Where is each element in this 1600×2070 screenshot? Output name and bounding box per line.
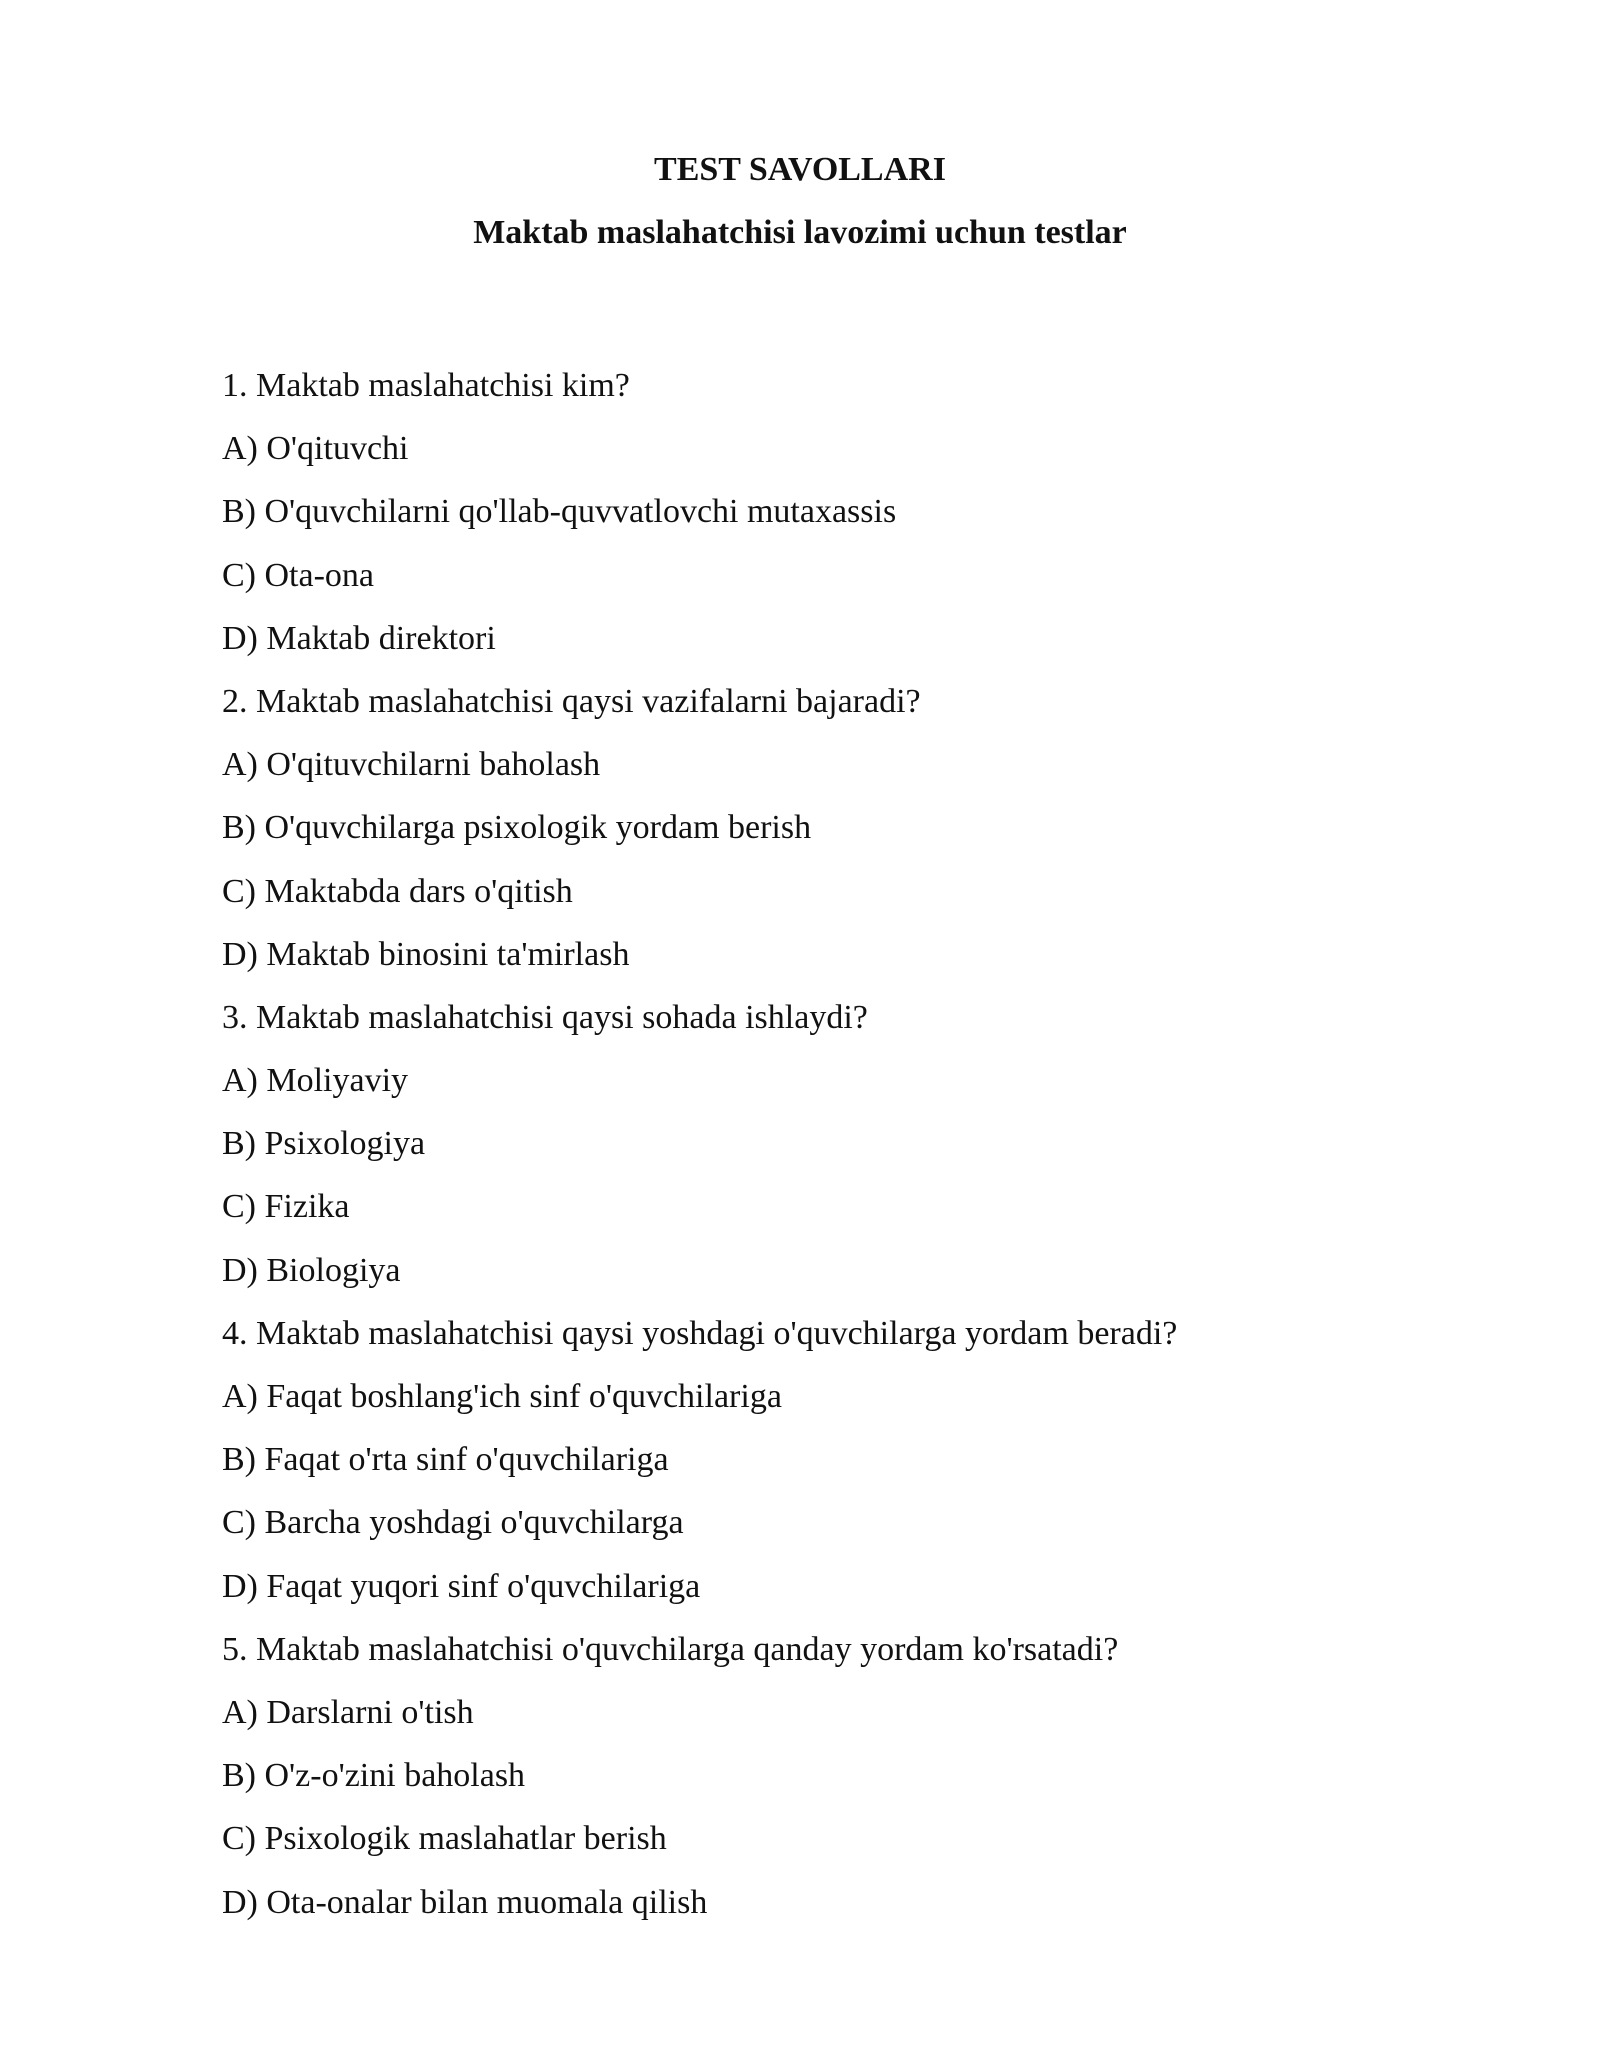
answer-option: B) O'quvchilarga psixologik yordam berish — [222, 809, 812, 847]
answer-option: D) Maktab binosini ta'mirlash — [222, 935, 630, 973]
answer-option: C) Ota-ona — [222, 556, 375, 594]
answer-option: B) O'quvchilarni qo'llab-quvvatlovchi mutaxassis — [222, 493, 897, 531]
question-text: 5. Maktab maslahatchisi o'quvchilarga qanday yordam ko'rsatadi? — [222, 1630, 1119, 1668]
answer-option: C) Barcha yoshdagi o'quvchilarga — [222, 1504, 684, 1542]
answer-option: B) O'z-o'zini baholash — [222, 1757, 526, 1795]
question-text: 1. Maktab maslahatchisi kim? — [222, 367, 630, 404]
answer-option: B) Faqat o'rta sinf o'quvchilariga — [222, 1441, 669, 1479]
question-list — [222, 366, 1522, 1946]
question-text: 3. Maktab maslahatchisi qaysi sohada ishlaydi? — [222, 998, 868, 1036]
answer-option: D) Ota-onalar bilan muomala qilish — [222, 1883, 708, 1921]
answer-option: C) Maktabda dars o'qitish — [222, 872, 573, 910]
answer-option: D) Faqat yuqori sinf o'quvchilariga — [222, 1567, 701, 1605]
answer-option: A) Faqat boshlang'ich sinf o'quvchilariga — [222, 1378, 782, 1415]
question-text: 4. Maktab maslahatchisi qaysi yoshdagi o'quvchilarga yordam beradi? — [222, 1314, 1178, 1352]
answer-option: B) Psixologiya — [222, 1125, 426, 1163]
answer-option: A) O'qituvchilarni baholash — [222, 746, 601, 784]
answer-option: A) Moliyaviy — [222, 1062, 409, 1100]
document-title: TEST SAVOLLARI — [654, 151, 946, 188]
question-text: 2. Maktab maslahatchisi qaysi vazifalarni bajaradi? — [222, 682, 921, 720]
answer-option: A) Darslarni o'tish — [222, 1693, 474, 1731]
answer-option: C) Fizika — [222, 1188, 350, 1226]
answer-option: C) Psixologik maslahatlar berish — [222, 1820, 667, 1858]
answer-option: D) Maktab direktori — [222, 619, 496, 657]
answer-option: A) O'qituvchi — [222, 430, 409, 468]
answer-option: D) Biologiya — [222, 1251, 401, 1289]
document-subtitle: Maktab maslahatchisi lavozimi uchun testlar — [473, 214, 1127, 251]
